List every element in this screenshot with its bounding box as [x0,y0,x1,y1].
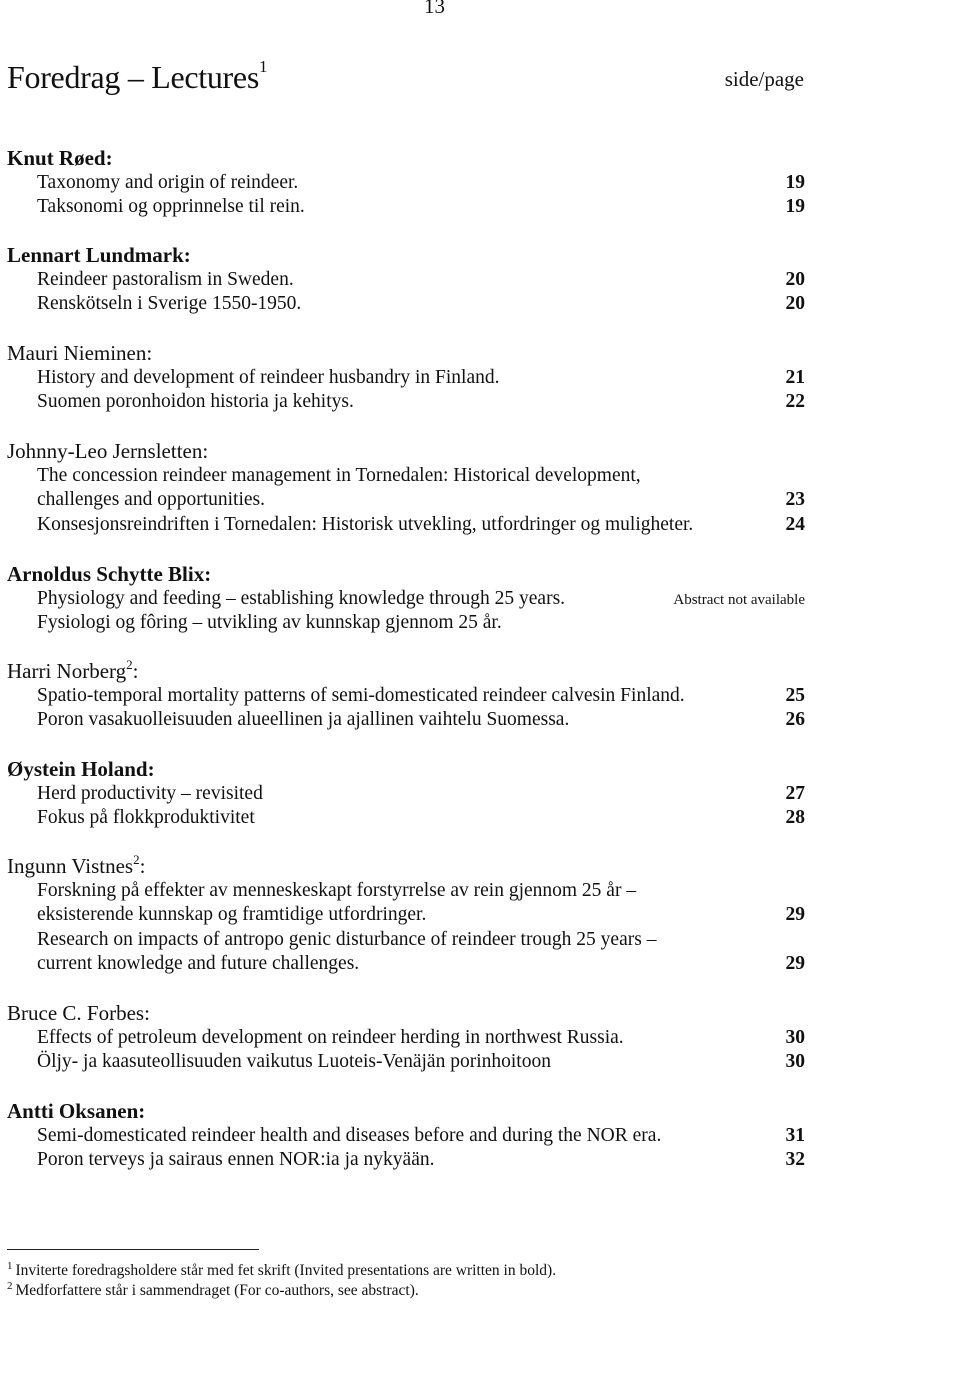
author-name-text: Mauri Nieminen: [7,341,153,365]
lecture-title-line [7,366,805,391]
author-name-text: Ingunn Vistnes [7,854,134,878]
side-page-label: side/page [724,67,804,91]
author-name [7,854,805,879]
lecture-title: History and development of reindeer husbandry in Finland. [37,366,500,388]
author-name-text: Øystein Holand: [7,757,155,781]
entry [7,854,805,977]
page-ref: 20 [785,268,805,290]
author-name-text: Johnny-Leo Jernsletten: [7,439,209,463]
page-ref: 21 [785,366,805,388]
lecture-title-line [7,171,805,196]
title-text: Foredrag – Lectures [7,59,259,95]
page-ref: 22 [785,391,805,412]
lecture-title: Poron vasakuolleisuuden alueellinen ja ajallinen vaihtelu Suomessa. [37,709,570,730]
entry [7,1099,805,1173]
lecture-title: Suomen poronhoidon historia ja kehitys. [37,391,354,412]
lecture-title: Research on impacts of antropo genic disturbance of reindeer trough 25 years – [37,928,657,950]
lecture-title: Reindeer pastoralism in Sweden. [37,268,294,290]
lecture-title: current knowledge and future challenges. [37,953,360,974]
author-name [7,341,805,366]
page-title [7,57,267,96]
lecture-title: Taksonomi og opprinnelse til rein. [37,196,305,217]
lecture-title: Öljy- ja kaasuteollisuuden vaikutus Luoteis-Venäjän porinhoitoon [37,1051,551,1072]
footnote [7,1281,556,1301]
lecture-title-line [7,488,805,513]
lecture-title-line [7,611,805,636]
lecture-title: Semi-domesticated reindeer health and diseases before and during the NOR era. [37,1124,662,1146]
entry [7,243,805,317]
page-ref: 32 [785,1149,805,1170]
author-name [7,562,805,587]
lecture-title-line [7,587,805,612]
lecture-title: eksisterende kunnskap og framtidige utfordringer. [37,904,427,925]
page-ref: 24 [785,513,805,535]
footnote [7,1261,556,1281]
lecture-title: Herd productivity – revisited [37,782,263,804]
page-ref: 30 [785,1026,805,1048]
lecture-title-line [7,464,805,489]
lecture-title-line [7,708,805,733]
lecture-title: Physiology and feeding – establishing knowledge through 25 years. [37,587,566,609]
author-name [7,146,805,171]
page-ref: 19 [785,196,805,217]
lecture-title-line [7,1124,805,1149]
page-ref: 31 [785,1124,805,1146]
lecture-title: challenges and opportunities. [37,489,265,510]
lecture-title-line [7,782,805,807]
lecture-title: Renskötseln i Sverige 1550-1950. [37,293,302,314]
entry [7,439,805,537]
page-ref: 20 [785,293,805,314]
page-ref: 19 [785,171,805,193]
entry [7,1001,805,1075]
lecture-title-line [7,952,805,977]
lecture-title-line [7,806,805,831]
page-ref: 26 [785,709,805,730]
author-suffix: : [132,659,139,683]
lecture-title-line [7,390,805,415]
author-name-text: Lennart Lundmark: [7,243,191,267]
lecture-title-line [7,1026,805,1051]
footnote-mark: 2 [7,1280,13,1292]
lecture-title: Fysiologi og fôring – utvikling av kunnskap gjennom 25 år. [37,612,502,633]
entry [7,659,805,733]
lecture-title-line [7,292,805,317]
page-ref: 23 [785,489,805,510]
author-name-text: Antti Oksanen: [7,1099,146,1123]
footnotes [7,1261,556,1301]
lecture-title: Spatio-temporal mortality patterns of semi-domesticated reindeer calvesin Finland. [37,684,685,706]
lecture-title-line [7,928,805,953]
page-ref: 30 [785,1051,805,1072]
author-name-text: Arnoldus Schytte Blix: [7,562,212,586]
footnote-text: Inviterte foredragsholdere står med fet skrift (Invited presentations are written in bold). [15,1262,557,1279]
page-ref: 28 [785,807,805,828]
page-ref: 25 [785,684,805,706]
page-ref: 29 [785,953,805,974]
page-ref: 27 [785,782,805,804]
author-name [7,1001,805,1026]
author-name [7,1099,805,1124]
lecture-title-line [7,684,805,709]
author-footnote-mark: 2 [126,657,133,672]
lecture-title-line [7,903,805,928]
lecture-title-line [7,195,805,220]
lecture-title: The concession reindeer management in Tornedalen: Historical development, [37,464,641,486]
page-header [7,57,804,101]
author-footnote-mark: 2 [133,852,140,867]
lecture-title-line [7,879,805,904]
lecture-title: Taxonomy and origin of reindeer. [37,171,299,193]
entry [7,757,805,831]
lecture-title-line [7,268,805,293]
author-name-text: Bruce C. Forbes: [7,1001,150,1025]
lecture-title: Fokus på flokkproduktivitet [37,807,255,828]
footnote-rule [7,1249,259,1250]
lecture-title: Forskning på effekter av menneskeskapt forstyrrelse av rein gjennom 25 år – [37,879,637,901]
lecture-title-line [7,513,805,538]
author-name-text: Harri Norberg [7,659,127,683]
page-number: 13 [424,0,445,18]
lecture-title: Poron terveys ja sairaus ennen NOR:ia ja nykyään. [37,1149,435,1170]
entry [7,562,805,636]
lecture-title: Konsesjonsreindriften i Tornedalen: Historisk utvekling, utfordringer og muligheter. [37,513,694,535]
title-footnote-mark: 1 [258,57,268,76]
author-name [7,243,805,268]
author-name [7,439,805,464]
entry [7,341,805,415]
author-name [7,757,805,782]
abstract-note: Abstract not available [673,591,805,608]
author-suffix: : [139,854,146,878]
footnote-mark: 1 [7,1260,13,1272]
lecture-title: Effects of petroleum development on reindeer herding in northwest Russia. [37,1026,624,1048]
page-ref: 29 [785,904,805,925]
lecture-title-line [7,1050,805,1075]
author-name-text: Knut Røed: [7,146,113,170]
entry [7,146,805,220]
author-name [7,659,805,684]
lecture-title-line [7,1148,805,1173]
footnote-text: Medforfattere står i sammendraget (For co-authors, see abstract). [15,1282,419,1299]
